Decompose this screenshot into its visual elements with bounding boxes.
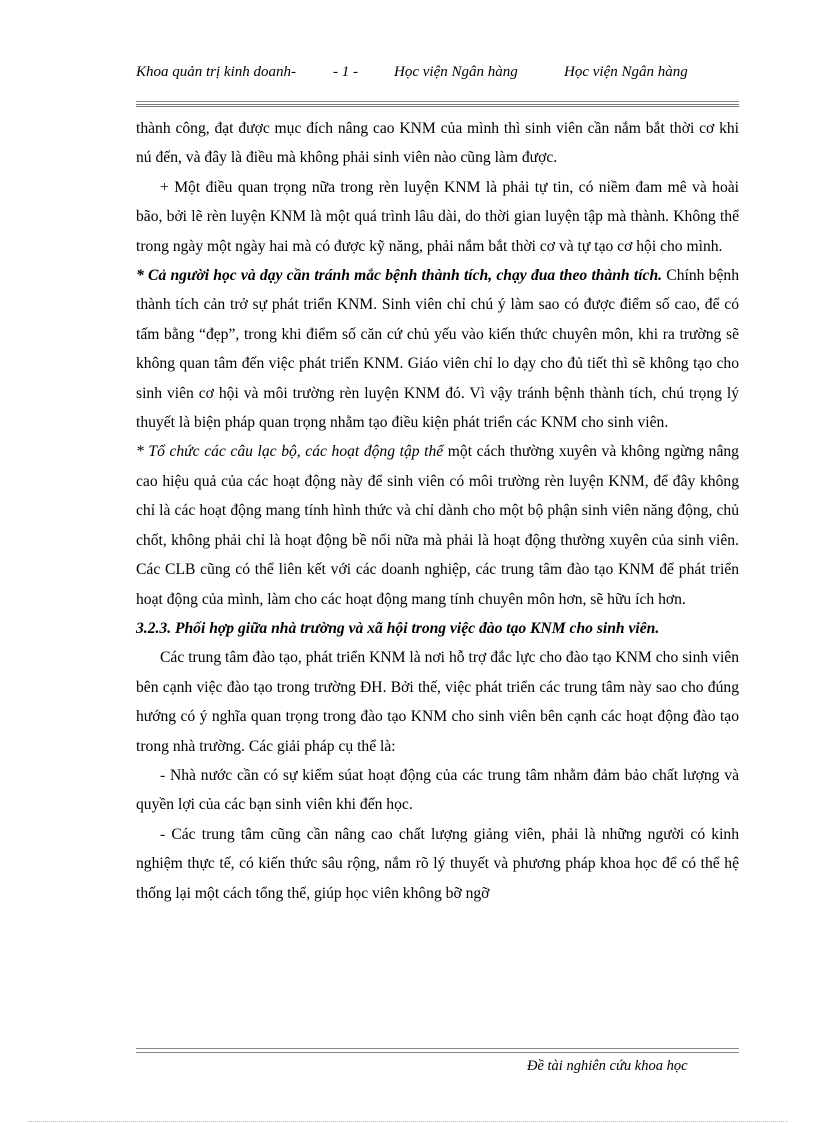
footer-rule-second: [136, 1052, 739, 1053]
paragraph-1: thành công, đạt được mục đích nâng cao KNM của mình thì sinh viên cần nắm bắt thời cơ khi nú đến, và đây là điều mà không phải sinh viên nào cũng làm được.: [136, 120, 739, 167]
document-body: [136, 114, 739, 908]
header-page-number: - 1 -: [333, 64, 358, 80]
list-item: - Nhà nước cần có sự kiểm súat hoạt động của các trung tâm nhằm đảm bảo chất lượng và quyền lợi của các bạn sinh viên khi đến học.: [136, 766, 739, 814]
list-item: - Các trung tâm cũng cần nâng cao chất lượng giảng viên, phải là những người có kinh nghiệm thực tế, có kiến thức sâu rộng, nắm rõ lý thuyết và phương pháp khoa học để có thể hệ thống lại một cách tổng thể, giúp học viên không bỡ ngỡ: [136, 825, 739, 902]
page-header: [136, 64, 736, 86]
header-rule: [136, 101, 739, 102]
paragraph-4-lead: * Tổ chức các câu lạc bộ, các hoạt động tập thể: [136, 443, 444, 461]
paragraph-3-text: Chính bệnh thành tích cản trở sự phát triển KNM. Sinh viên chỉ chú ý làm sao có được điểm số cao, để có tấm bằng “đẹp”, trong khi điểm số căn cứ chủ yếu vào kiến thức chuyên môn, khi ra trường sẽ không quan tâm đến việc phát triển KNM. Giáo viên chỉ lo dạy cho đủ tiết thì sẽ không tạo cho sinh viên cơ hội và môi trường rèn luyện KNM đó. Vì vậy tránh bệnh thành tích, chú trọng lý thuyết là biện pháp quan trọng nhằm tạo điều kiện phát triển các KNM cho sinh viên.: [136, 267, 739, 432]
paragraph-4-text: một cách thường xuyên và không ngừng nâng cao hiệu quả của các hoạt động này để sinh viên có môi trường rèn luyện KNM, để đây không chỉ là các hoạt động mang tính hình thức và chỉ dành cho một bộ phận sinh viên năng động, chủ chốt, không phải chỉ là hoạt động bề nổi nữa mà phải là hoạt động thường xuyên của sinh viên. Các CLB cũng có thể liên kết với các doanh nghiệp, các trung tâm đào tạo KNM để phát triển hoạt động của mình, làm cho các hoạt động mang tính chuyên môn hơn, sẽ hữu ích hơn.: [136, 443, 739, 608]
section-heading: 3.2.3. Phối hợp giữa nhà trường và xã hội trong việc đào tạo KNM cho sinh viên.: [136, 619, 660, 637]
paragraph-3: [136, 261, 739, 437]
paragraph-5: Các trung tâm đào tạo, phát triển KNM là nơi hỗ trợ đắc lực cho đào tạo KNM cho sinh viên bên cạnh việc đào tạo trong trường ĐH. Bởi thế, việc phát triển các trung tâm này sao cho đúng hướng có ý nghĩa quan trọng trong đào tạo KNM cho sinh viên bên cạnh các hoạt động đào tạo trong nhà trường. Các giải pháp cụ thể là:: [136, 649, 739, 755]
page-footer: Đề tài nghiên cứu khoa học: [527, 1058, 688, 1074]
header-institution: Học viện Ngân hàng: [394, 64, 518, 80]
page-bottom-divider: [28, 1121, 788, 1122]
header-double-rule: [136, 104, 739, 107]
paragraph-3-lead: * Cả người học và dạy cần tránh mắc bệnh thành tích, chạy đua theo thành tích.: [136, 267, 663, 285]
paragraph-2: + Một điều quan trọng nữa trong rèn luyện KNM là phải tự tin, có niềm đam mê và hoài bão, bởi lẽ rèn luyện KNM là một quá trình lâu dài, do thời gian luyện tập mà thành. Không thể trong ngày một ngày hai mà có được kỹ năng, phải nắm bắt thời cơ và tự tạo cơ hội cho mình.: [136, 178, 739, 255]
header-faculty: Khoa quản trị kinh doanh-: [136, 64, 296, 80]
header-institution-repeat: Học viện Ngân hàng: [564, 64, 688, 80]
footer-rule: [136, 1048, 739, 1049]
paragraph-4: [136, 437, 739, 613]
